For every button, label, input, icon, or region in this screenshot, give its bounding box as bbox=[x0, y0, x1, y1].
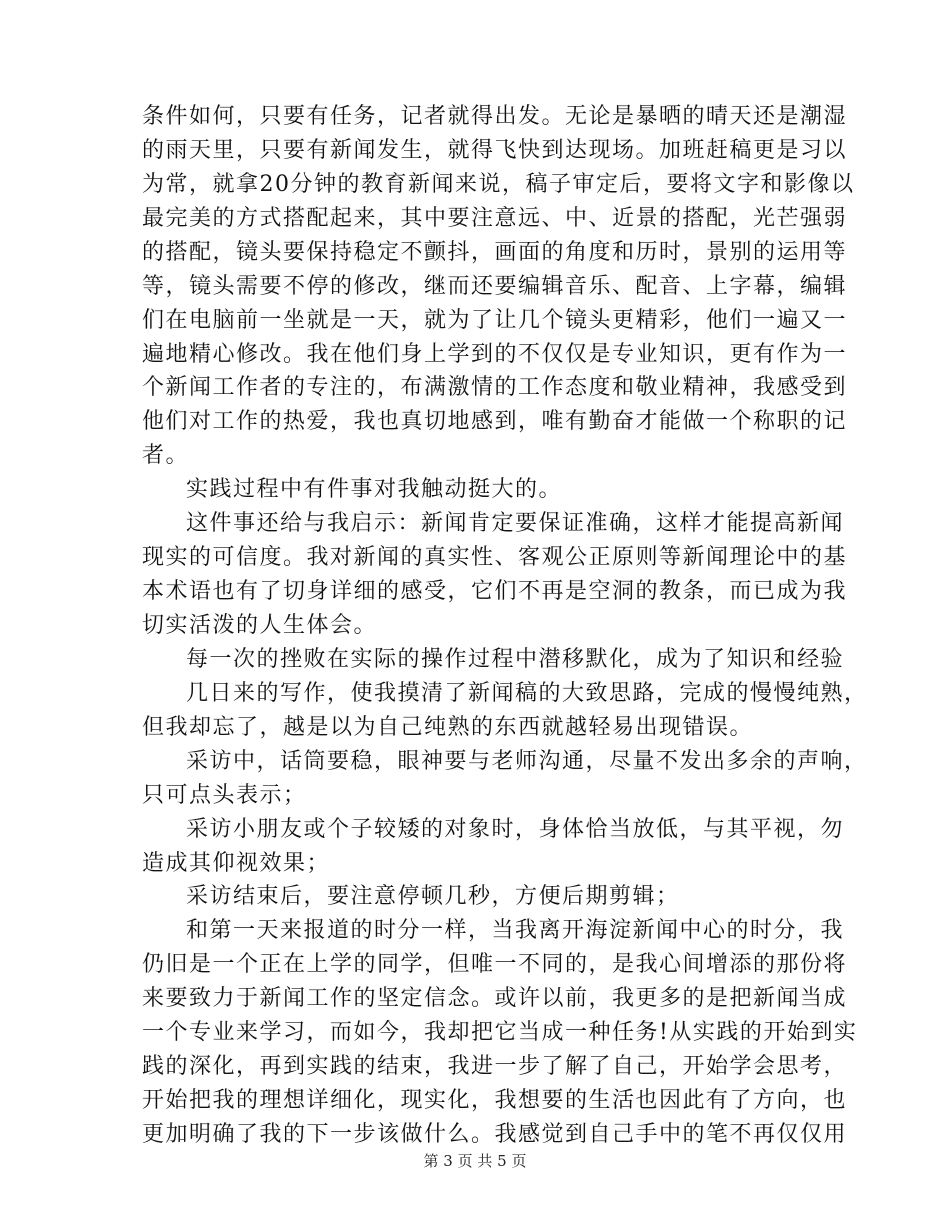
text-line: 遍地精心修改。我在他们身上学到的不仅仅是专业知识，更有作为一 bbox=[142, 342, 848, 367]
text-line: 仍旧是一个正在上学的同学，但唯一不同的，是我心间增添的那份将 bbox=[142, 952, 848, 977]
text-line: 他们对工作的热爱，我也真切地感到，唯有勤奋才能做一个称职的记 bbox=[142, 409, 848, 434]
text-line: 每一次的挫败在实际的操作过程中潜移默化，成为了知识和经验 bbox=[186, 647, 845, 672]
text-line: 但我却忘了，越是以为自己纯熟的东西就越轻易出现错误。 bbox=[142, 715, 754, 740]
text-line: 一个专业来学习，而如今，我却把它当成一种任务!从实践的开始到实 bbox=[142, 1020, 858, 1045]
text-line: 更加明确了我的下一步该做什么。我感觉到自己手中的笔不再仅仅用 bbox=[142, 1122, 848, 1147]
text-line: 等，镜头需要不停的修改，继而还要编辑音乐、配音、上字幕，编辑 bbox=[142, 274, 848, 299]
text-line: 开始把我的理想详细化，现实化，我想要的生活也因此有了方向，也 bbox=[142, 1088, 848, 1113]
text-line: 为常，就拿20分钟的教育新闻来说，稿子审定后，要将文字和影像以 bbox=[142, 172, 855, 197]
text-line: 只可点头表示； bbox=[142, 783, 307, 808]
text-line: 造成其仰视效果； bbox=[142, 851, 331, 876]
text-line: 采访结束后，要注意停顿几秒，方便后期剪辑； bbox=[186, 884, 680, 909]
text-line: 几日来的写作，使我摸清了新闻稿的大致思路，完成的慢慢纯熟， bbox=[186, 681, 868, 706]
text-line: 切实活泼的人生体会。 bbox=[142, 613, 378, 638]
text-line: 和第一天来报道的时分一样，当我离开海淀新闻中心的时分，我 bbox=[186, 918, 845, 943]
text-line: 采访中，话筒要稳，眼神要与老师沟通，尽量不发出多余的声响， bbox=[186, 749, 868, 774]
text-line: 者。 bbox=[142, 443, 190, 468]
text-line: 践的深化，再到实践的结束，我进一步了解了自己，开始学会思考， bbox=[142, 1054, 848, 1079]
text-line: 这件事还给与我启示：新闻肯定要保证准确，这样才能提高新闻 bbox=[186, 511, 845, 536]
page-number-footer: 第 3 页 共 5 页 bbox=[423, 1152, 527, 1170]
text-line: 个新闻工作者的专注的，布满激情的工作态度和敬业精神，我感受到 bbox=[142, 375, 848, 400]
text-line: 的搭配，镜头要保持稳定不颤抖，画面的角度和历时，景别的运用等 bbox=[142, 240, 848, 265]
text-line: 条件如何，只要有任务，记者就得出发。无论是暴晒的晴天还是潮湿 bbox=[142, 104, 848, 129]
text-line: 实践过程中有件事对我触动挺大的。 bbox=[186, 477, 563, 502]
text-line: 们在电脑前一坐就是一天，就为了让几个镜头更精彩，他们一遍又一 bbox=[142, 308, 848, 333]
text-line: 现实的可信度。我对新闻的真实性、客观公正原则等新闻理论中的基 bbox=[142, 545, 848, 570]
text-line: 最完美的方式搭配起来，其中要注意远、中、近景的搭配，光芒强弱 bbox=[142, 206, 848, 231]
text-line: 来要致力于新闻工作的坚定信念。或许以前，我更多的是把新闻当成 bbox=[142, 986, 848, 1011]
text-line: 采访小朋友或个子较矮的对象时，身体恰当放低，与其平视，勿 bbox=[186, 817, 845, 842]
text-line: 的雨天里，只要有新闻发生，就得飞快到达现场。加班赶稿更是习以 bbox=[142, 138, 848, 163]
text-line: 本术语也有了切身详细的感受，它们不再是空洞的教条，而已成为我 bbox=[142, 579, 848, 604]
